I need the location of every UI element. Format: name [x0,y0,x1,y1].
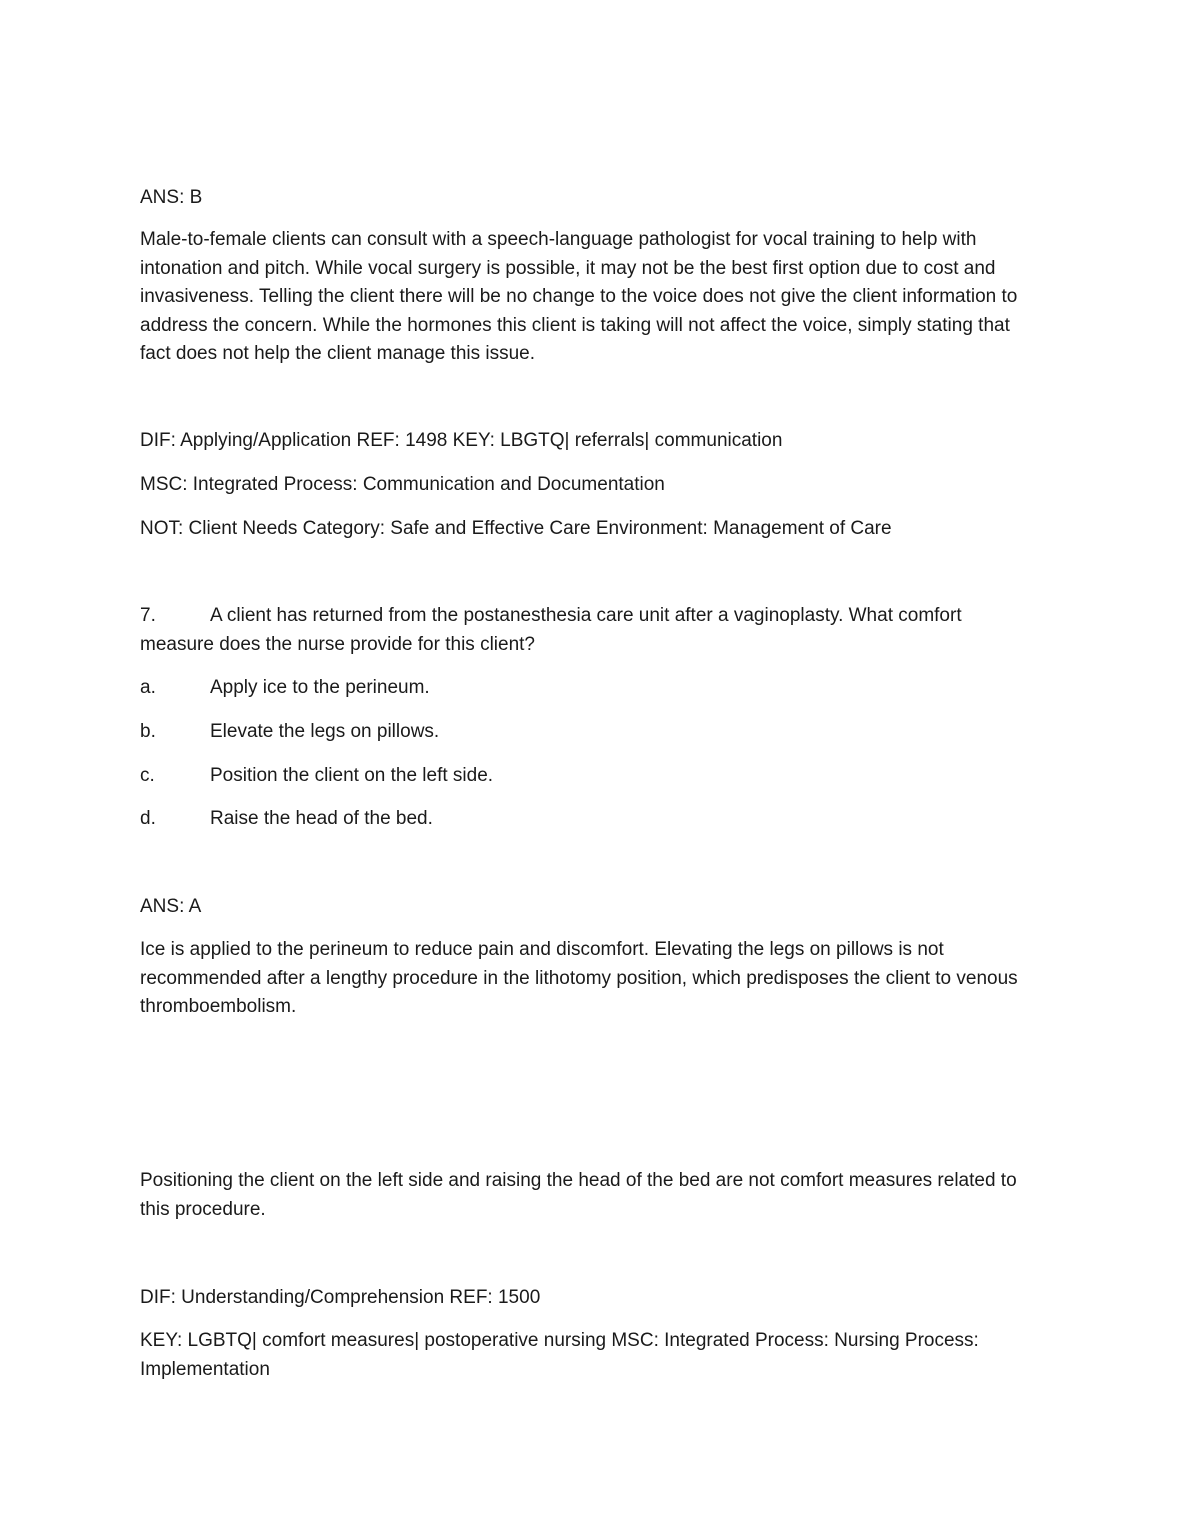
q7-option-a [140,674,1040,703]
option-letter: b. [140,721,156,742]
option-letter: c. [140,765,155,786]
q7-option-d [140,805,1040,834]
option-text: Apply ice to the perineum. [210,677,430,698]
q6-answer: ANS: B [140,187,203,208]
q7-option-c [140,762,1040,791]
q7-answer: ANS: A [140,896,202,917]
option-letter: a. [140,677,156,698]
option-text: Elevate the legs on pillows. [210,721,440,742]
option-text: Raise the head of the bed. [210,808,433,829]
option-text: Position the client on the left side. [210,765,494,786]
q7-option-b [140,718,1040,747]
q7-dif-line: DIF: Understanding/Comprehension REF: 1500 [140,1287,541,1308]
q6-msc-line: MSC: Integrated Process: Communication and Documentation [140,474,665,495]
q7-stem [140,602,1040,659]
q7-stem-text: A client has returned from the postanesthesia care unit after a vaginoplasty. What comfort measure does the nurse provide for this client? [140,605,962,655]
q7-key-line: KEY: LGBTQ| comfort measures| postoperative nursing MSC: Integrated Process: Nursing Process: Implementation [140,1330,979,1380]
q7-rationale-part-1: Ice is applied to the perineum to reduce pain and discomfort. Elevating the legs on pillows is not recommended after a lengthy procedure in the lithotomy position, which predisposes the client to venous thromboembolism. [140,939,1018,1017]
q6-rationale: Male-to-female clients can consult with a speech-language pathologist for vocal training to help with intonation and pitch. While vocal surgery is possible, it may not be the best first option due to cost and invasiveness. Telling the client there will be no change to the voice does not give the client information to address the concern. While the hormones this client is taking will not affect the voice, simply stating that fact does not help the client manage this issue. [140,229,1018,364]
q6-dif-line: DIF: Applying/Application REF: 1498 KEY: LBGTQ| referrals| communication [140,430,783,451]
q7-rationale-part-2: Positioning the client on the left side and raising the head of the bed are not comfort measures related to this procedure. [140,1170,1017,1220]
q6-not-line: NOT: Client Needs Category: Safe and Effective Care Environment: Management of Care [140,518,892,539]
option-letter: d. [140,808,156,829]
q7-number: 7. [140,605,156,626]
